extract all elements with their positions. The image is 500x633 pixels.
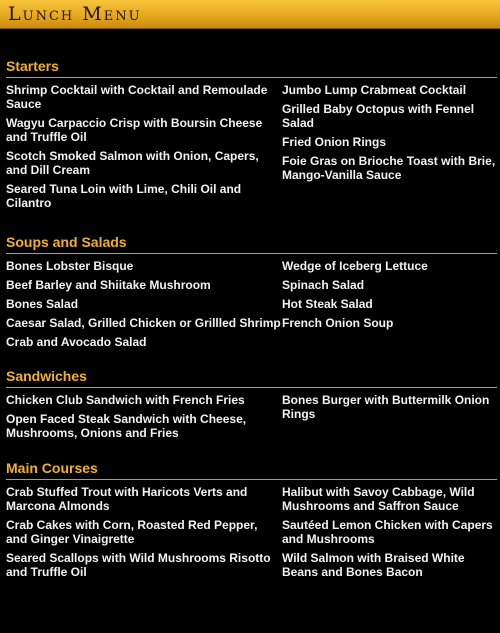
- menu-item: Halibut with Savoy Cabbage, Wild Mushrooms and Saffron Sauce: [282, 485, 475, 513]
- menu-item: Beef Barley and Shiitake Mushroom: [6, 278, 211, 292]
- menu-item: Foie Gras on Brioche Toast with Brie, Mango-Vanilla Sauce: [282, 154, 496, 182]
- menu-header: [0, 0, 500, 29]
- menu-item: Wedge of Iceberg Lettuce: [282, 259, 428, 273]
- section-starters: [6, 58, 497, 215]
- section-sandwiches: [6, 368, 497, 445]
- menu-item: Crab Cakes with Corn, Roasted Red Pepper, and Ginger Vinaigrette: [6, 518, 258, 546]
- menu-item: Fried Onion Rings: [282, 135, 386, 149]
- section-heading: Sandwiches: [6, 368, 497, 388]
- section-soups-and-salads: [6, 234, 497, 354]
- menu-item: Crab and Avocado Salad: [6, 335, 147, 349]
- menu-item: Crab Stuffed Trout with Haricots Verts and Marcona Almonds: [6, 485, 248, 513]
- section-heading: Soups and Salads: [6, 234, 497, 254]
- menu-item: Grilled Baby Octopus with Fennel Salad: [282, 102, 475, 130]
- menu-item: Caesar Salad, Grilled Chicken or Grillled Shrimp: [6, 316, 281, 330]
- menu-item: Shrimp Cocktail with Cocktail and Remoulade Sauce: [6, 83, 268, 111]
- menu-item: Hot Steak Salad: [282, 297, 373, 311]
- menu-item: Open Faced Steak Sandwich with Cheese, Mushrooms, Onions and Fries: [6, 412, 247, 440]
- right-column: [282, 83, 496, 215]
- menu-item: Seared Scallops with Wild Mushrooms Risotto and Truffle Oil: [6, 551, 271, 579]
- menu-item: French Onion Soup: [282, 316, 394, 330]
- menu-item: Seared Tuna Loin with Lime, Chili Oil and Cilantro: [6, 182, 242, 210]
- menu-item: Scotch Smoked Salmon with Onion, Capers, and Dill Cream: [6, 149, 259, 177]
- left-column: [6, 485, 282, 584]
- menu-item: Wagyu Carpaccio Crisp with Boursin Cheese and Truffle Oil: [6, 116, 263, 144]
- menu-item: Bones Salad: [6, 297, 79, 311]
- left-column: [6, 259, 282, 354]
- menu-item: Bones Burger with Buttermilk Onion Rings: [282, 393, 490, 421]
- section-heading: Main Courses: [6, 460, 497, 480]
- menu-item: Wild Salmon with Braised White Beans and Bones Bacon: [282, 551, 465, 579]
- menu-item: Chicken Club Sandwich with French Fries: [6, 393, 245, 407]
- section-main-courses: [6, 460, 497, 584]
- menu-item: Bones Lobster Bisque: [6, 259, 134, 273]
- section-heading: Starters: [6, 58, 497, 78]
- left-column: [6, 393, 282, 445]
- right-column: [282, 259, 496, 354]
- right-column: [282, 485, 496, 584]
- menu-title: Lunch Menu: [8, 3, 142, 25]
- left-column: [6, 83, 282, 215]
- menu-item: Jumbo Lump Crabmeat Cocktail: [282, 83, 467, 97]
- menu-item: Spinach Salad: [282, 278, 365, 292]
- right-column: [282, 393, 496, 445]
- menu-item: Sautéed Lemon Chicken with Capers and Mushrooms: [282, 518, 493, 546]
